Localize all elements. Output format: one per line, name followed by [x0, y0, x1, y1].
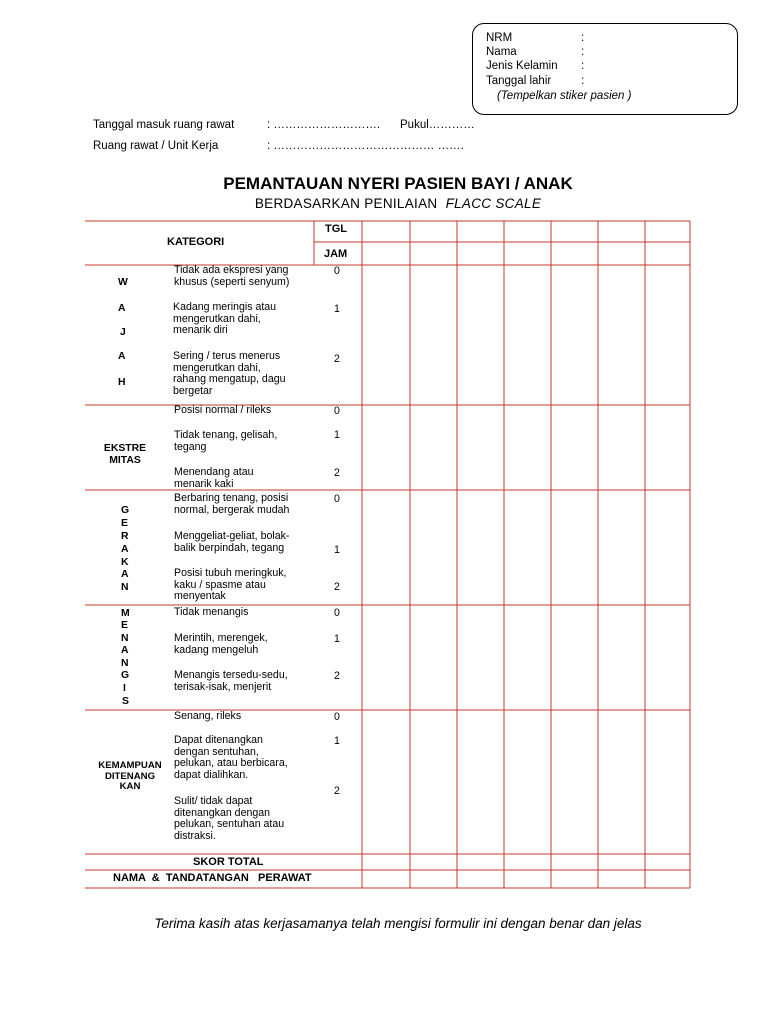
menangis-score-2: 2: [334, 670, 340, 682]
gerakan-letter-a2: A: [121, 569, 129, 580]
ekstremitas-label: EKSTRE MITAS: [103, 443, 147, 466]
wajah-letter-a2: A: [118, 351, 126, 362]
wajah-letter-a1: A: [118, 303, 126, 314]
jenis-kelamin-colon: :: [581, 60, 585, 72]
nurse-signature-label: NAMA & TANDATANGAN PERAWAT: [113, 872, 312, 884]
gerakan-letter-n: N: [121, 582, 129, 593]
wajah-letter-w: W: [118, 277, 128, 288]
menangis-score-1: 1: [334, 633, 340, 645]
kemampuan-score-0: 0: [334, 711, 340, 723]
wajah-item-2: Sering / terus menerus mengerutkan dahi, rahang mengatup, dagu bergetar: [173, 350, 286, 397]
header-kategori: KATEGORI: [167, 236, 225, 248]
ekstremitas-item-0: Posisi normal / rileks: [174, 404, 272, 416]
menangis-letter-n2: N: [121, 658, 129, 669]
subtitle-prefix: BERDASARKAN PENILAIAN: [254, 196, 438, 211]
menangis-item-2: Menangis tersedu-sedu, terisak-isak, menjerit: [174, 669, 288, 693]
nama-label: Nama: [486, 46, 517, 58]
wajah-score-0: 0: [334, 265, 340, 277]
kemampuan-item-2: Sulit/ tidak dapat ditenangkan dengan pelukan, sentuhan atau distraksi.: [174, 795, 285, 842]
menangis-letter-a: A: [121, 645, 129, 656]
menangis-letter-i: I: [123, 683, 126, 694]
gerakan-letter-e: E: [121, 518, 128, 529]
admission-time-field[interactable]: Pukul…………: [400, 119, 475, 131]
ekstremitas-item-1: Tidak tenang, gelisah, tegang: [174, 429, 278, 453]
gerakan-item-2: Posisi tubuh meringkuk, kaku / spasme atau menyentak: [174, 567, 287, 602]
tanggal-lahir-label: Tanggal lahir: [486, 75, 552, 87]
footer-thanks: Terima kasih atas kerjasamanya telah mengisi formulir ini dengan benar dan jelas: [154, 916, 642, 931]
ekstremitas-score-2: 2: [334, 467, 340, 479]
gerakan-score-0: 0: [334, 493, 340, 505]
header-tgl: TGL: [325, 223, 347, 235]
kemampuan-score-2: 2: [334, 785, 340, 797]
wajah-item-0: Tidak ada ekspresi yang khusus (seperti senyum): [174, 264, 290, 288]
menangis-letter-s: S: [122, 696, 129, 707]
ekstremitas-item-2: Menendang atau menarik kaki: [174, 466, 254, 490]
wajah-letter-h: H: [118, 377, 126, 388]
header-jam: JAM: [324, 248, 348, 260]
wajah-score-2: 2: [334, 353, 340, 365]
wajah-item-1: Kadang meringis atau mengerutkan dahi, menarik diri: [173, 301, 277, 336]
kemampuan-item-0: Senang, rileks: [174, 710, 242, 722]
menangis-item-1: Merintih, merengek, kadang mengeluh: [174, 632, 268, 656]
kemampuan-score-1: 1: [334, 735, 340, 747]
menangis-letter-g: G: [121, 670, 130, 681]
jenis-kelamin-label: Jenis Kelamin: [486, 60, 558, 72]
nama-colon: :: [581, 46, 585, 58]
ekstremitas-score-0: 0: [334, 405, 340, 417]
total-score-label: SKOR TOTAL: [193, 856, 264, 868]
menangis-score-0: 0: [334, 607, 340, 619]
nrm-colon: :: [581, 32, 585, 44]
ward-label: Ruang rawat / Unit Kerja: [93, 140, 219, 152]
form-title: PEMANTAUAN NYERI PASIEN BAYI / ANAK: [223, 174, 573, 193]
kemampuan-label: KEMAMPUAN DITENANG KAN: [98, 760, 162, 792]
menangis-item-0: Tidak menangis: [174, 606, 249, 618]
menangis-letter-e: E: [121, 620, 128, 631]
wajah-letter-j: J: [120, 327, 126, 338]
wajah-score-1: 1: [334, 303, 340, 315]
ekstremitas-score-1: 1: [334, 429, 340, 441]
gerakan-letter-k: K: [121, 557, 129, 568]
admission-date-label: Tanggal masuk ruang rawat: [93, 119, 235, 131]
ward-field[interactable]: : …………………………………… …….: [267, 140, 464, 152]
gerakan-letter-r: R: [121, 531, 129, 542]
gerakan-item-0: Berbaring tenang, posisi normal, bergerak mudah: [174, 492, 290, 516]
gerakan-letter-g: G: [121, 505, 130, 516]
menangis-letter-m: M: [121, 608, 130, 619]
gerakan-item-1: Menggeliat-geliat, bolak- balik berpindah, tegang: [174, 530, 290, 554]
admission-date-field[interactable]: : ……………………….: [267, 119, 381, 131]
gerakan-letter-a1: A: [121, 544, 129, 555]
menangis-letter-n1: N: [121, 633, 129, 644]
sticker-note: (Tempelkan stiker pasien ): [497, 90, 632, 102]
gerakan-score-2: 2: [334, 581, 340, 593]
tanggal-lahir-colon: :: [581, 75, 585, 87]
subtitle-scale: FLACC SCALE: [445, 196, 542, 211]
nrm-label: NRM: [486, 32, 513, 44]
gerakan-score-1: 1: [334, 544, 340, 556]
kemampuan-item-1: Dapat ditenangkan dengan sentuhan, pelukan, atau berbicara, dapat dialihkan.: [174, 734, 288, 781]
